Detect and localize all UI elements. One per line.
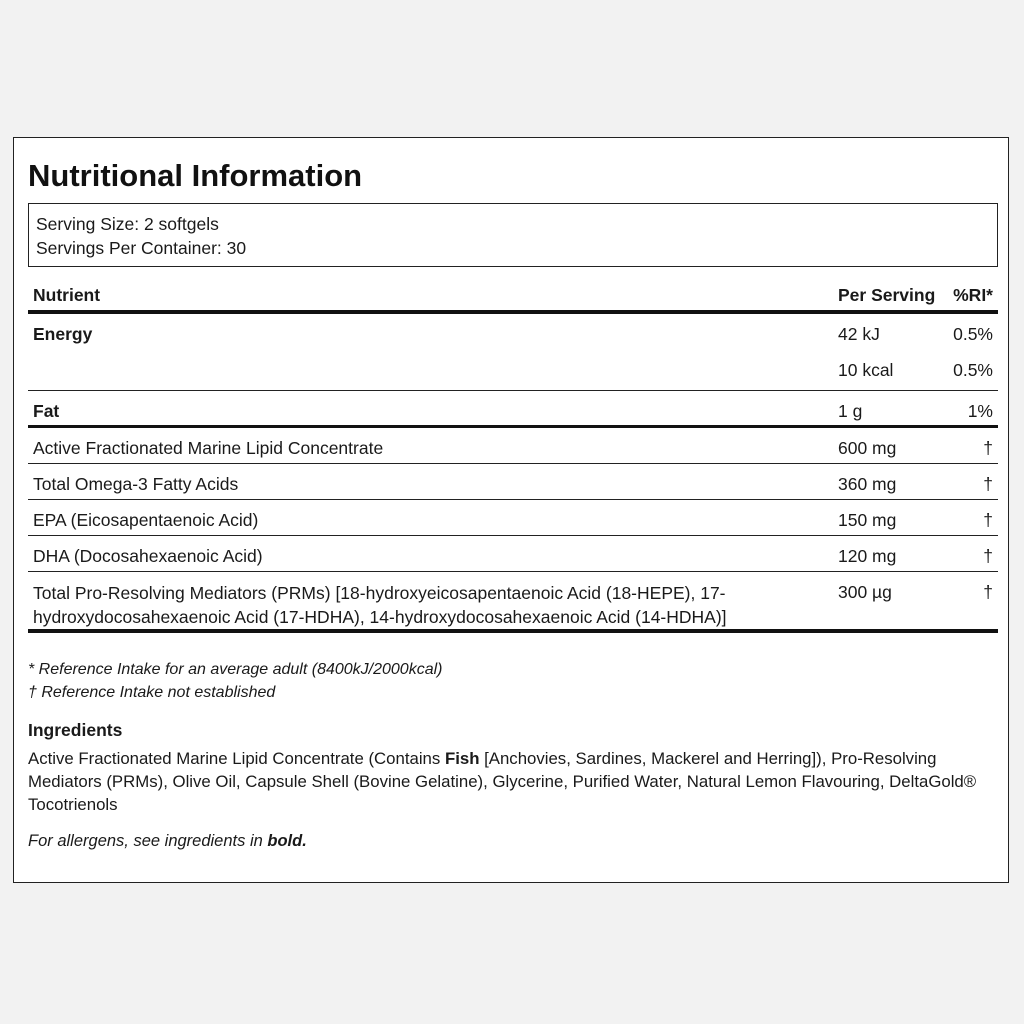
allergen-note-text: For allergens, see ingredients in: [28, 832, 268, 850]
energy-label: Energy: [33, 324, 93, 344]
header-per-serving: Per Serving: [838, 285, 936, 305]
row-ri: †: [983, 510, 993, 530]
row-name: Total Omega-3 Fatty Acids: [33, 474, 239, 494]
fat-amount: 1 g: [838, 401, 863, 421]
energy-kj-ri: 0.5%: [953, 324, 993, 344]
table-header: [28, 276, 998, 314]
fat-ri: 1%: [967, 401, 993, 421]
allergen-fish: Fish: [444, 749, 480, 768]
row-name: DHA (Docosahexaenoic Acid): [33, 546, 263, 566]
row-ri: †: [983, 474, 993, 494]
table-row: [28, 428, 998, 464]
header-ri: %RI*: [953, 285, 993, 305]
table-row: [28, 500, 998, 536]
nutrition-panel: [13, 137, 1009, 883]
ingredients-heading: Ingredients: [28, 720, 123, 740]
fat-label: Fat: [33, 401, 60, 421]
row-ri: †: [983, 438, 993, 458]
table-row-fat: [28, 391, 998, 428]
footnotes: [28, 658, 442, 704]
serving-info-box: [28, 203, 998, 267]
dagger-footnote: † Reference Intake not established: [28, 684, 276, 701]
ri-footnote: * Reference Intake for an average adult (8400kJ/2000kcal): [28, 661, 443, 678]
row-ri: †: [983, 582, 993, 602]
table-row: [28, 464, 998, 500]
row-amount: 120 mg: [838, 546, 897, 566]
row-amount: 360 mg: [838, 474, 897, 494]
row-name: Total Pro-Resolving Mediators (PRMs) [18-hydroxyeicosapentaenoic Acid (18-HEPE), 17-hydroxydocosahexaenoic Acid (17-HDHA), 14-hydroxydocosahexaenoic Acid (14-HDHA)]: [33, 583, 727, 627]
ingredients-text-rest: [Anchovies, Sardines, Mackerel and Herring]), Pro-Resolving Mediators (PRMs), Olive Oil, Capsule Shell (Bovine Gelatine), Glycerine, Purified Water, Natural Lemon Flavouring, DeltaGold® Tocotrienols: [28, 749, 977, 814]
ingredients-text: [28, 747, 1003, 816]
nutrition-table: [28, 276, 998, 633]
allergen-note: [28, 832, 307, 851]
row-amount: 600 mg: [838, 438, 897, 458]
ingredients-text-start: Active Fractionated Marine Lipid Concentrate (Contains: [28, 749, 445, 768]
row-name: EPA (Eicosapentaenoic Acid): [33, 510, 259, 530]
energy-kcal-ri: 0.5%: [953, 360, 993, 380]
energy-kcal: 10 kcal: [838, 360, 894, 380]
energy-kj: 42 kJ: [838, 324, 880, 344]
table-row: [28, 536, 998, 572]
row-name: Active Fractionated Marine Lipid Concentrate: [33, 438, 384, 458]
table-row: [28, 572, 998, 633]
page-title: Nutritional Information: [28, 158, 363, 193]
table-row-energy: [28, 314, 998, 391]
row-amount: 300 µg: [838, 582, 892, 602]
header-nutrient: Nutrient: [33, 285, 101, 305]
servings-per-container: Servings Per Container: 30: [36, 238, 247, 258]
serving-size: Serving Size: 2 softgels: [36, 214, 219, 234]
row-amount: 150 mg: [838, 510, 897, 530]
row-ri: †: [983, 546, 993, 566]
allergen-note-bold: bold.: [267, 832, 307, 850]
